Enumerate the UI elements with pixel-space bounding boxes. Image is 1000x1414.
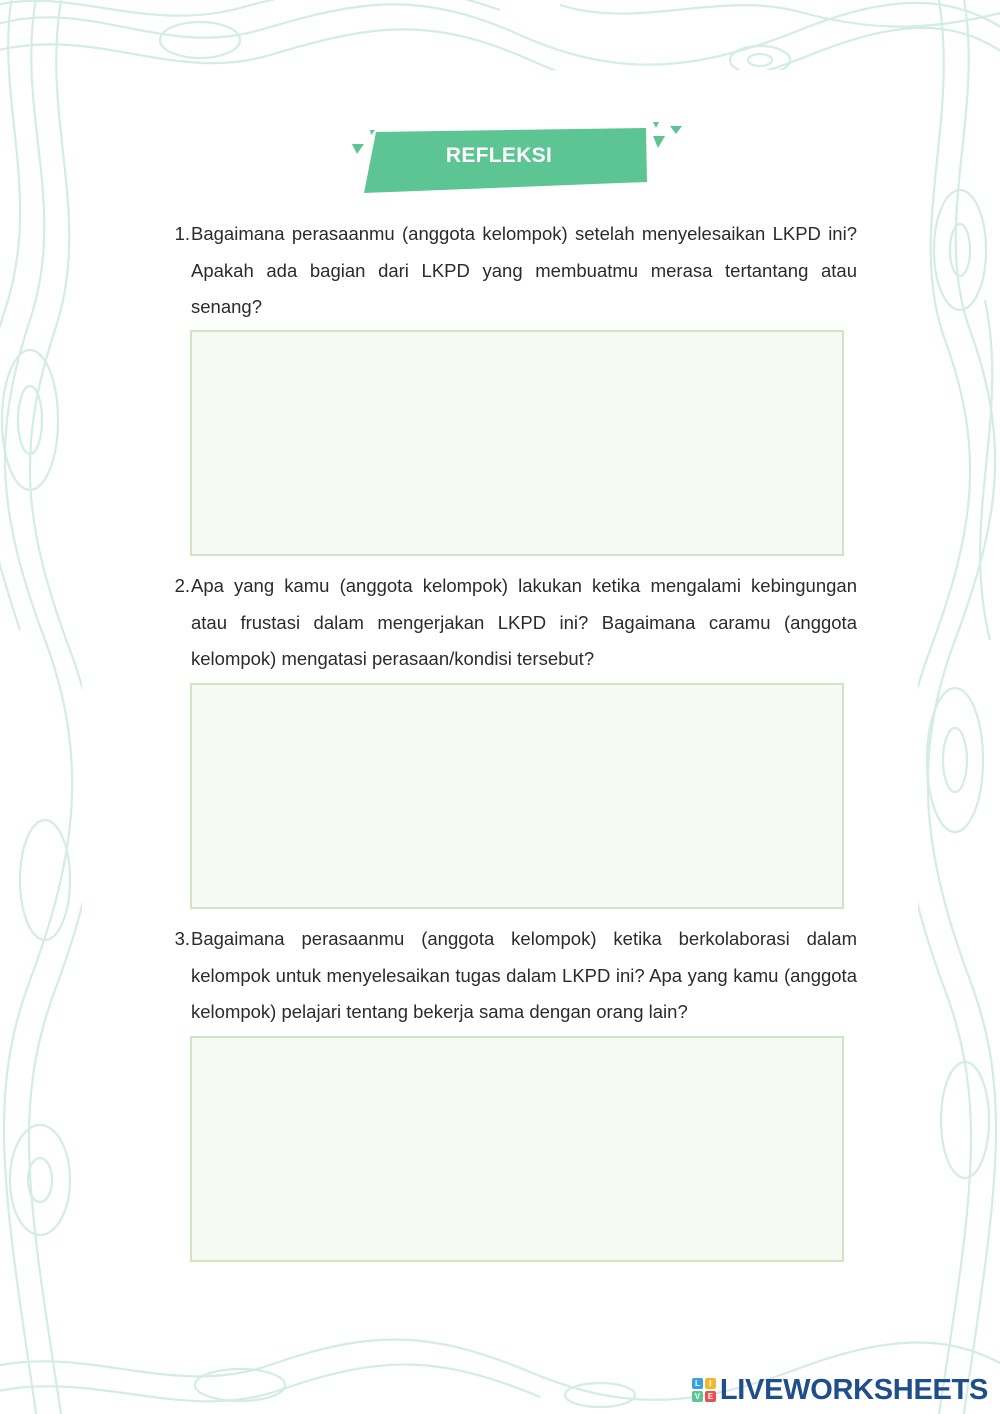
page-title: REFLEKSI [445, 144, 553, 167]
logo-text: LIVEWORKSHEETS [719, 1373, 988, 1406]
logo-letter: V [692, 1391, 703, 1402]
triangle-decoration [653, 136, 665, 148]
answer-box-3[interactable] [190, 1036, 844, 1262]
logo-letter: I [705, 1378, 716, 1389]
question-text: Bagaimana perasaanmu (anggota kelompok) setelah menyelesaikan LKPD ini? Apakah ada bagian dari LKPD yang membuatmu merasa tertantang atau senang? [191, 223, 857, 317]
question-number: 2. [174, 575, 190, 596]
question-text: Bagaimana perasaanmu (anggota kelompok) ketika berkolaborasi dalam kelompok untuk menyelesaikan tugas dalam LKPD ini? Apa yang kamu (anggota kelompok) pelajari tentang bekerja sama dengan orang lain? [191, 928, 857, 1022]
question-1 [160, 216, 857, 326]
question-number: 1. [174, 223, 190, 244]
triangle-decoration [370, 130, 375, 135]
answer-box-1[interactable] [190, 330, 844, 556]
question-3 [160, 921, 857, 1031]
question-number: 3. [174, 928, 190, 949]
logo-letter: E [705, 1391, 716, 1402]
question-2 [160, 568, 857, 678]
triangle-decoration [352, 144, 364, 154]
triangle-decoration [670, 126, 682, 134]
liveworksheets-logo [692, 1374, 988, 1406]
question-text: Apa yang kamu (anggota kelompok) lakukan ketika mengalami kebingungan atau frustasi dalam mengerjakan LKPD ini? Bagaimana caramu (anggota kelompok) mengatasi perasaan/kondisi tersebut? [191, 575, 857, 669]
answer-box-2[interactable] [190, 683, 844, 909]
triangle-decoration [653, 122, 659, 128]
logo-letter: L [692, 1378, 703, 1389]
logo-icon [692, 1378, 716, 1402]
